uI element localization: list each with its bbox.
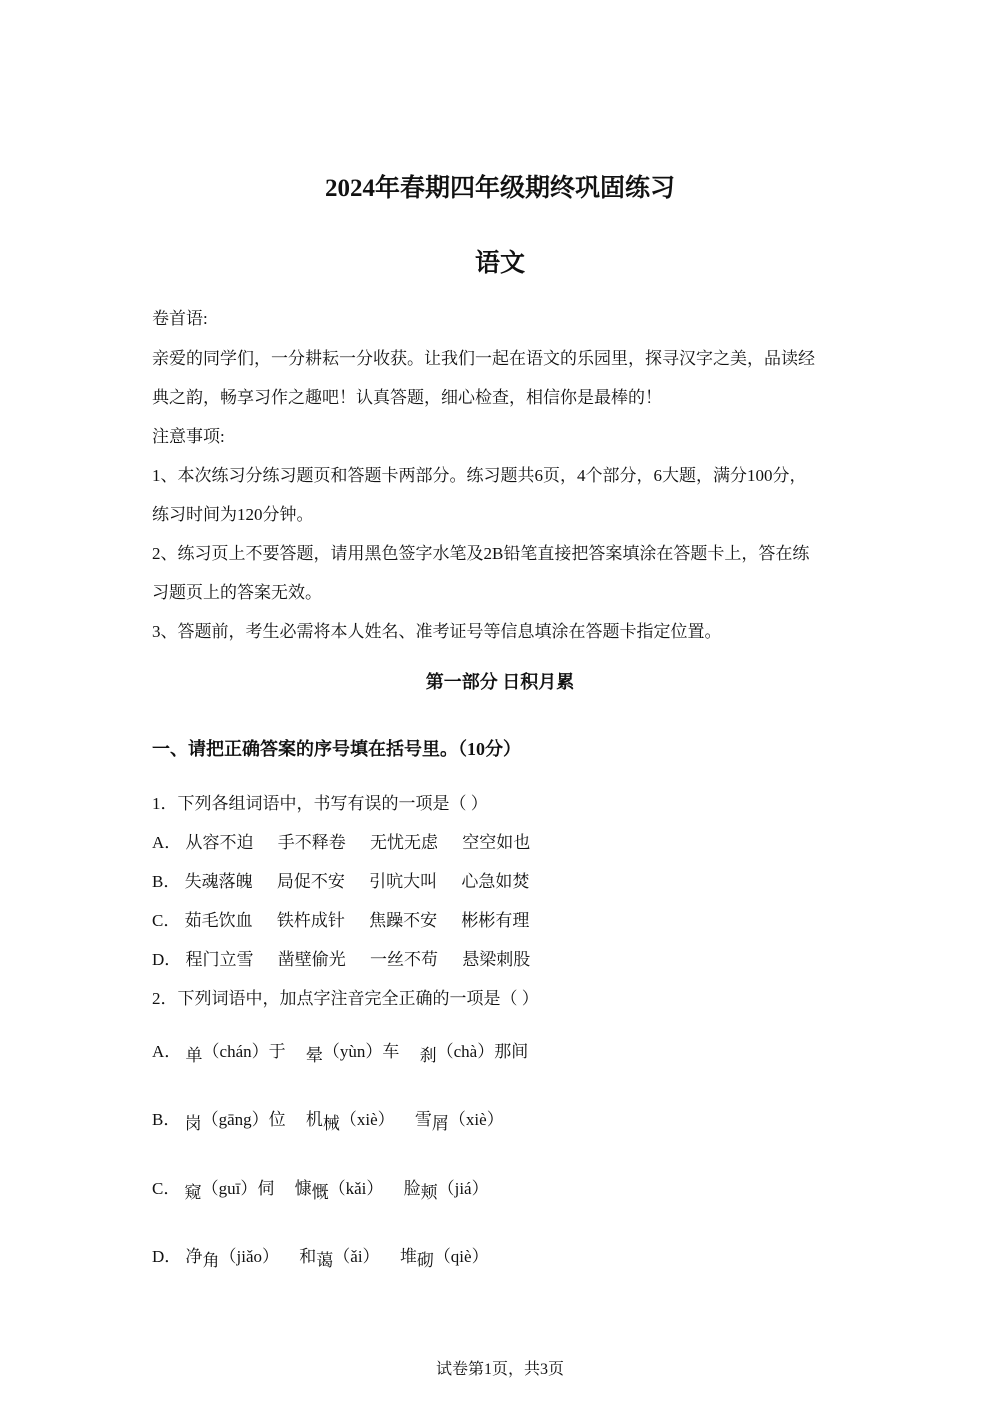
- exam-title: 2024年春期四年级期终巩固练习: [324, 175, 675, 202]
- option-word: 茹毛饮血: [184, 911, 253, 930]
- q2-option-a: [152, 1037, 544, 1065]
- preface-label: 卷首语:: [152, 309, 208, 328]
- option-label: C．: [152, 911, 181, 930]
- option-word: 铁杵成针: [276, 911, 345, 930]
- option-label: D．: [152, 950, 182, 969]
- option-label: C．: [152, 1179, 181, 1198]
- question-1-stem: 1．下列各组词语中，书写有误的一项是（ ）: [152, 794, 488, 813]
- q1-option-b: [152, 867, 549, 892]
- note-2-line-1: 2、练习页上不要答题，请用黑色签字水笔及2B铅笔直接把答案填涂在答题卡上，答在练: [152, 544, 810, 563]
- option-label: B．: [152, 1110, 181, 1129]
- pinyin-item: 雪屑（xiè）: [414, 1110, 504, 1133]
- option-word: 空空如也: [462, 833, 531, 852]
- page-footer: 试卷第1页，共3页: [435, 1361, 564, 1378]
- option-word: 引吭大叫: [369, 872, 438, 891]
- pinyin-item: 晕（yùn）车: [305, 1042, 400, 1065]
- section-1-title: 一、请把正确答案的序号填在括号里。（10分）: [152, 739, 521, 759]
- pinyin-item: 窥（guī）伺: [184, 1179, 275, 1202]
- question-2-stem: 2．下列词语中，加点字注音完全正确的一项是（ ）: [152, 989, 539, 1008]
- note-1-line-2: 练习时间为120分钟。: [152, 505, 314, 524]
- note-3: 3、答题前，考生必需将本人姓名、准考证号等信息填涂在答题卡指定位置。: [152, 622, 722, 641]
- option-word: 心急如焚: [461, 872, 530, 891]
- q1-option-c: [152, 906, 549, 931]
- pinyin-item: 慷慨（kǎi）: [294, 1179, 384, 1202]
- option-label: A．: [152, 833, 182, 852]
- option-word: 失魂落魄: [184, 872, 253, 891]
- note-2-line-2: 习题页上的答案无效。: [152, 583, 322, 602]
- pinyin-item: 岗（gāng）位: [184, 1110, 286, 1133]
- pinyin-item: 和蔼（ǎi）: [299, 1247, 380, 1270]
- option-word: 焦躁不安: [369, 911, 438, 930]
- q2-option-c: [152, 1174, 505, 1202]
- q2-option-b: [152, 1105, 520, 1133]
- option-word: 凿壁偷光: [277, 950, 346, 969]
- note-1-line-1: 1、本次练习分练习题页和答题卡两部分。练习题共6页，4个部分，6大题，满分100分，: [152, 466, 807, 485]
- option-word: 无忧无虑: [370, 833, 439, 852]
- pinyin-item: 单（chán）于: [185, 1042, 286, 1065]
- part-1-title: 第一部分 日积月累: [425, 672, 575, 692]
- pinyin-item: 堆砌（qiè）: [399, 1247, 489, 1270]
- option-label: D．: [152, 1247, 182, 1266]
- subject-title: 语文: [474, 250, 525, 277]
- option-word: 一丝不苟: [370, 950, 439, 969]
- option-word: 彬彬有理: [461, 911, 530, 930]
- option-word: 从容不迫: [185, 833, 254, 852]
- pinyin-item: 脸颊（jiá）: [403, 1179, 489, 1202]
- option-word: 悬梁刺股: [462, 950, 531, 969]
- preface-line-1: 亲爱的同学们，一分耕耘一分收获。让我们一起在语文的乐园里，探寻汉字之美，品读经: [152, 349, 815, 368]
- q1-option-a: [152, 828, 550, 853]
- option-label: B．: [152, 872, 181, 891]
- option-word: 手不释卷: [277, 833, 346, 852]
- notes-label: 注意事项:: [152, 427, 225, 446]
- option-word: 程门立雪: [185, 950, 254, 969]
- option-label: A．: [152, 1042, 182, 1061]
- pinyin-item: 刹（chà）那间: [419, 1042, 529, 1065]
- preface-line-2: 典之韵，畅享习作之趣吧！认真答题，细心检查，相信你是最棒的！: [152, 388, 662, 407]
- pinyin-item: 净角（jiǎo）: [185, 1247, 280, 1270]
- q1-option-d: [152, 945, 550, 970]
- pinyin-item: 机械（xiè）: [305, 1110, 395, 1133]
- q2-option-d: [152, 1242, 505, 1270]
- option-word: 局促不安: [276, 872, 345, 891]
